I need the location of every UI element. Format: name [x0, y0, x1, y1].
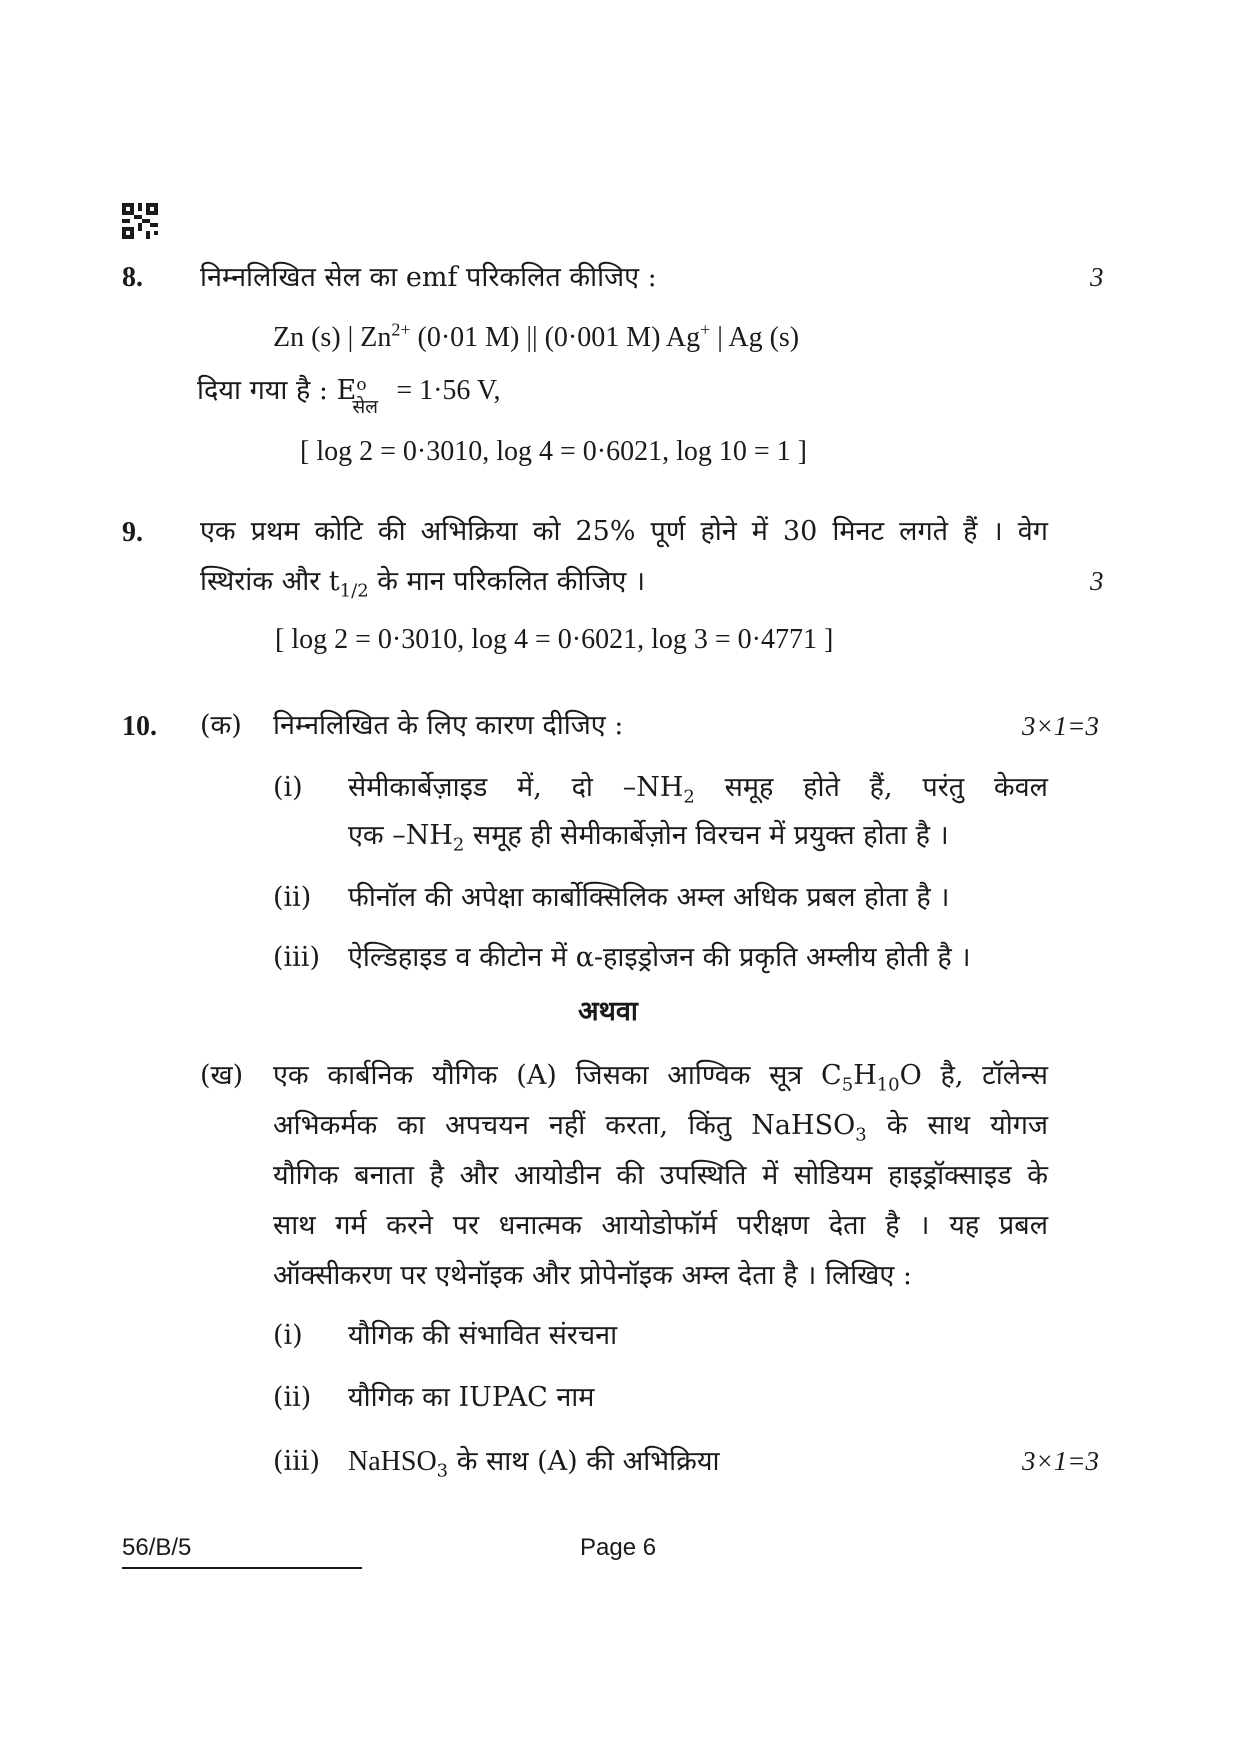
part-b-item-3-text: NaHSO$_3$ के साथ (A) की अभिक्रिया [348, 1446, 720, 1482]
part-b-item-number: (iii) [273, 1446, 320, 1477]
question-9-line-2: स्थिरांक और $t_{1/2}$ के मान परिकलित कीजिए । [200, 566, 646, 602]
question-9-line-1: एक प्रथम कोटि की अभिक्रिया को 25% पूर्ण होने में 30 मिनट लगते हैं । वेग [200, 516, 1048, 547]
paper-code: 56/B/5 [122, 1534, 192, 1561]
part-a-item-1-line-2: एक $-NH_2$ समूह ही सेमीकार्बेज़ोन विरचन में प्रयुक्त होता है । [348, 820, 949, 856]
part-a-item-number: (iii) [273, 942, 320, 973]
part-a-item-number: (ii) [273, 882, 312, 913]
part-b-label: (ख) [200, 1060, 244, 1091]
part-a-label: (क) [200, 710, 242, 741]
question-8-text: निम्नलिखित सेल का emf परिकलित कीजिए : [200, 262, 657, 293]
part-a-item-3-text: ऐल्डिहाइड व कीटोन में α-हाइड्रोजन की प्रकृति अम्लीय होती है । [348, 942, 971, 973]
part-a-item-1-line-1: सेमीकार्बेज़ाइड में, दो $-NH_2$ समूह होते हैं, परंतु केवल [348, 772, 1048, 808]
part-b-item-1-text: यौगिक की संभावित संरचना [348, 1320, 618, 1351]
question-8-marks: 3 [1090, 262, 1104, 292]
footer-rule [122, 1567, 362, 1569]
part-b-item-number: (ii) [273, 1382, 312, 1413]
question-8-log-values: [ log 2 = 0·3010, log 4 = 0·6021, log 10 = 1 ] [300, 436, 808, 467]
question-8-number: 8. [122, 262, 143, 293]
question-9-number: 9. [122, 517, 143, 548]
part-b-marks: 3×1=3 [1022, 1446, 1099, 1476]
qr-code-icon [122, 203, 158, 239]
part-b-line-2: अभिकर्मक का अपचयन नहीं करता, किंतु NaHSO$_3$ के साथ योगज [273, 1110, 1048, 1146]
question-9-log-values: [ log 2 = 0·3010, log 4 = 0·6021, log 3 = 0·4771 ] [275, 624, 834, 655]
part-a-item-2-text: फीनॉल की अपेक्षा कार्बोक्सिलिक अम्ल अधिक प्रबल होता है । [348, 882, 950, 913]
question-10-number: 10. [122, 711, 157, 742]
part-a-item-number: (i) [273, 772, 303, 803]
or-divider: अथवा [578, 996, 638, 1027]
part-b-line-3: यौगिक बनाता है और आयोडीन की उपस्थिति में सोडियम हाइड्रॉक्साइड के [273, 1160, 1048, 1191]
part-b-item-2-text: यौगिक का IUPAC नाम [348, 1382, 595, 1413]
page-number: Page 6 [580, 1534, 657, 1561]
part-b-line-1: एक कार्बनिक यौगिक (A) जिसका आण्विक सूत्र $C_5H_{10}O$ है, टॉलेन्स [273, 1060, 1048, 1096]
cell-notation: Zn (s) | $Zn^{2+}$ (0·01 M) || (0·001 M) Ag+ | Ag (s) [273, 319, 800, 353]
part-b-line-4: साथ गर्म करने पर धनात्मक आयोडोफॉर्म परीक्षण देता है । यह प्रबल [273, 1210, 1048, 1241]
question-9-marks: 3 [1090, 566, 1104, 596]
part-a-marks: 3×1=3 [1022, 711, 1099, 741]
part-b-item-number: (i) [273, 1320, 303, 1351]
part-a-text: निम्नलिखित के लिए कारण दीजिए : [273, 710, 624, 741]
part-b-line-5: ऑक्सीकरण पर एथेनॉइक और प्रोपेनॉइक अम्ल देता है । लिखिए : [273, 1260, 912, 1291]
given-e-cell: दिया गया है : E o सेल = 1·56 V, [197, 375, 501, 418]
